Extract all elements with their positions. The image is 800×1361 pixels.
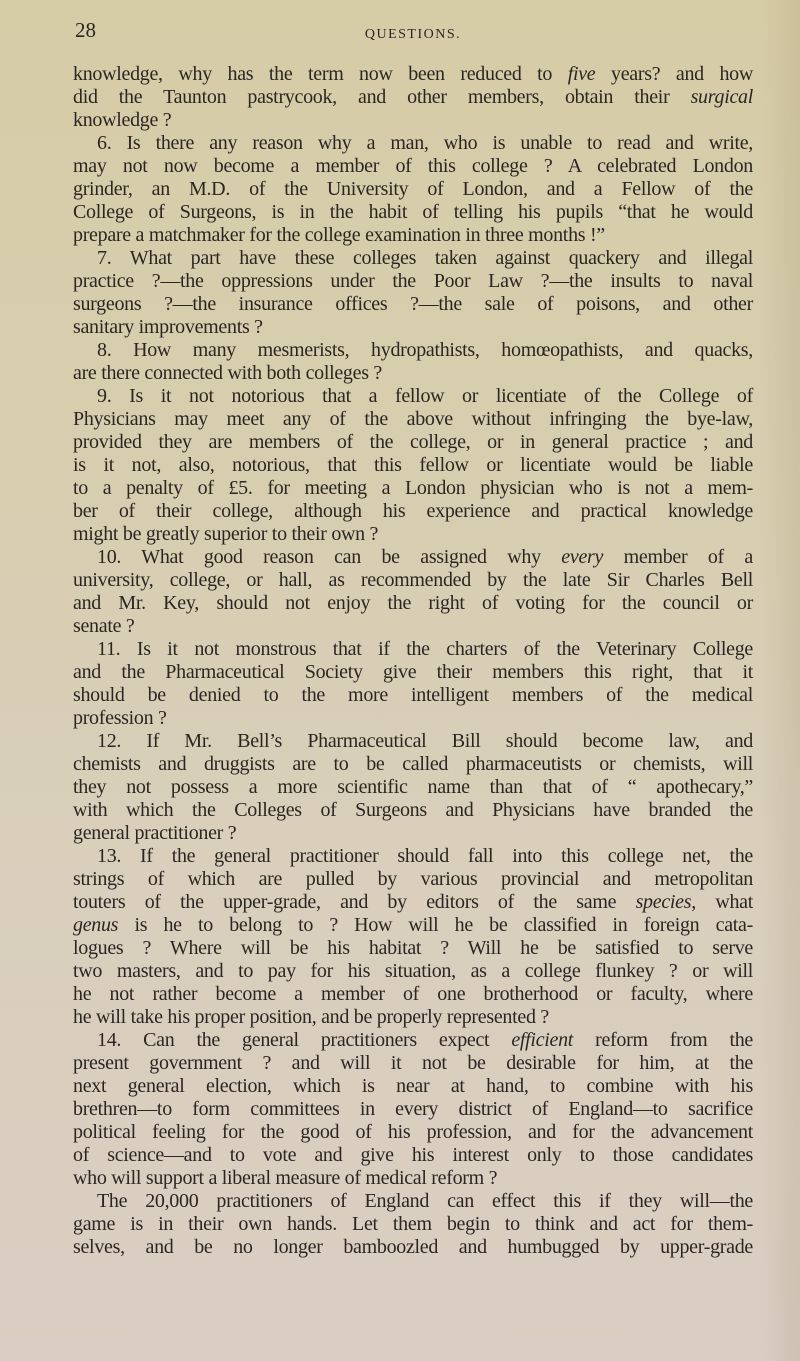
text-line: [73, 592, 753, 615]
text-span: chemists and druggists are to be called pharmaceutists or chemists, will: [73, 753, 753, 775]
text-span: Physicians may meet any of the above without infringing the bye-law,: [73, 408, 753, 430]
text-line: [73, 63, 753, 86]
text-line: [73, 339, 753, 362]
text-span: did the Taunton pastrycook, and other members, obtain their: [73, 86, 691, 108]
text-span: political feeling for the good of his profession, and for the advancement: [73, 1121, 753, 1143]
text-span: present government ? and will it not be desirable for him, at the: [73, 1052, 753, 1074]
text-line: [73, 155, 753, 178]
paragraph: [73, 385, 753, 546]
text-line: [73, 1006, 753, 1029]
text-line: [73, 178, 753, 201]
body-text: [73, 63, 753, 1259]
text-span: provided they are members of the college, or in general practice ; and: [73, 431, 753, 453]
text-span: grinder, an M.D. of the University of London, and a Fellow of the: [73, 178, 753, 200]
text-span: touters of the upper-grade, and by editors of the same: [73, 891, 636, 913]
text-line: [73, 224, 753, 247]
text-line: [73, 1098, 753, 1121]
page-edge-shadow: [760, 0, 800, 1361]
paragraph: [73, 339, 753, 385]
text-span: 7. What part have these colleges taken against quackery and illegal: [97, 247, 753, 269]
text-span: senate ?: [73, 615, 135, 637]
text-span: surgeons ?—the insurance offices ?—the sale of poisons, and other: [73, 293, 753, 315]
paragraph: [73, 730, 753, 845]
text-span: logues ? Where will be his habitat ? Will he be satisfied to serve: [73, 937, 753, 959]
paragraph: [73, 247, 753, 339]
text-line: [73, 1052, 753, 1075]
page-number: 28: [75, 18, 96, 42]
text-line: [73, 431, 753, 454]
text-span: and the Pharmaceutical Society give their members this right, that it: [73, 661, 753, 683]
text-line: [73, 730, 753, 753]
text-span: 10. What good reason can be assigned why: [97, 546, 562, 568]
paragraph: [73, 1190, 753, 1259]
text-line: [73, 362, 753, 385]
text-span: The 20,000 practitioners of England can effect this if they will—the: [97, 1190, 753, 1212]
paragraph: [73, 1029, 753, 1190]
text-line: [73, 914, 753, 937]
text-line: [73, 638, 753, 661]
text-line: [73, 1121, 753, 1144]
paragraph: [73, 638, 753, 730]
text-span: , what: [691, 891, 753, 913]
text-span: 11. Is it not monstrous that if the charters of the Veterinary College: [97, 638, 753, 660]
text-line: [73, 661, 753, 684]
text-line: [73, 1213, 753, 1236]
text-line: [73, 937, 753, 960]
text-line: [73, 1144, 753, 1167]
text-line: [73, 960, 753, 983]
text-span: 9. Is it not notorious that a fellow or licentiate of the College of: [97, 385, 753, 407]
running-head: QUESTIONS.: [364, 27, 462, 42]
text-line: [73, 293, 753, 316]
text-line: [73, 799, 753, 822]
text-span: he will take his proper position, and be properly represented ?: [73, 1006, 549, 1028]
text-span: 8. How many mesmerists, hydropathists, homœopathists, and quacks,: [97, 339, 753, 361]
italic-text: every: [561, 546, 604, 568]
text-span: 6. Is there any reason why a man, who is unable to read and write,: [97, 132, 753, 154]
text-line: [73, 270, 753, 293]
text-line: [73, 477, 753, 500]
text-span: general practitioner ?: [73, 822, 237, 844]
italic-text: species: [635, 891, 692, 913]
text-span: might be greatly superior to their own ?: [73, 523, 379, 545]
text-line: [73, 316, 753, 339]
text-line: [73, 983, 753, 1006]
paragraph: [73, 132, 753, 247]
text-line: [73, 891, 753, 914]
text-span: member of a: [603, 546, 753, 568]
text-line: [73, 385, 753, 408]
text-span: may not now become a member of this college ? A celebrated London: [73, 155, 753, 177]
text-span: years? and how: [595, 63, 753, 85]
text-line: [73, 1190, 753, 1213]
text-line: [73, 1167, 753, 1190]
text-span: game is in their own hands. Let them begin to think and act for them-: [73, 1213, 753, 1235]
text-span: knowledge ?: [73, 109, 172, 131]
paragraph: [73, 546, 753, 638]
text-line: [73, 569, 753, 592]
text-line: [73, 546, 753, 569]
text-span: should be denied to the more intelligent members of the medical: [73, 684, 753, 706]
text-span: two masters, and to pay for his situation, as a college flunkey ? or will: [73, 960, 753, 982]
text-span: and Mr. Key, should not enjoy the right of voting for the council or: [73, 592, 753, 614]
page-header: [73, 18, 753, 48]
text-line: [73, 523, 753, 546]
italic-text: genus: [73, 914, 119, 936]
text-span: ber of their college, although his experience and practical knowledge: [73, 500, 753, 522]
paragraph: [73, 63, 753, 132]
text-span: 14. Can the general practitioners expect: [97, 1029, 512, 1051]
text-span: profession ?: [73, 707, 167, 729]
text-line: [73, 845, 753, 868]
text-span: to a penalty of £5. for meeting a London physician who is not a mem-: [73, 477, 753, 499]
text-span: sanitary improvements ?: [73, 316, 263, 338]
text-line: [73, 707, 753, 730]
text-span: brethren—to form committees in every district of England—to sacrifice: [73, 1098, 753, 1120]
text-line: [73, 615, 753, 638]
text-span: prepare a matchmaker for the college examination in three months !”: [73, 224, 605, 246]
text-line: [73, 500, 753, 523]
text-span: of science—and to vote and give his interest only to those candidates: [73, 1144, 753, 1166]
text-span: next general election, which is near at hand, to combine with his: [73, 1075, 753, 1097]
text-line: [73, 132, 753, 155]
text-span: is it not, also, notorious, that this fellow or licentiate would be liable: [73, 454, 753, 476]
text-line: [73, 247, 753, 270]
text-span: 12. If Mr. Bell’s Pharmaceutical Bill should become law, and: [97, 730, 753, 752]
text-span: strings of which are pulled by various provincial and metropolitan: [73, 868, 753, 890]
text-span: university, college, or hall, as recommended by the late Sir Charles Bell: [73, 569, 753, 591]
text-span: selves, and be no longer bamboozled and humbugged by upper-grade: [73, 1236, 753, 1258]
text-span: who will support a liberal measure of medical reform ?: [73, 1167, 498, 1189]
text-span: knowledge, why has the term now been reduced to: [73, 63, 568, 85]
text-line: [73, 753, 753, 776]
text-span: reform from the: [573, 1029, 753, 1051]
text-line: [73, 1236, 753, 1259]
text-line: [73, 776, 753, 799]
text-line: [73, 454, 753, 477]
text-span: is he to belong to ? How will he be classified in foreign cata-: [118, 914, 753, 936]
text-line: [73, 1029, 753, 1052]
text-line: [73, 1075, 753, 1098]
paragraph: [73, 845, 753, 1029]
text-line: [73, 822, 753, 845]
text-span: with which the Colleges of Surgeons and Physicians have branded the: [73, 799, 753, 821]
text-span: College of Surgeons, is in the habit of telling his pupils “that he would: [73, 201, 753, 223]
text-line: [73, 109, 753, 132]
italic-text: efficient: [511, 1029, 574, 1051]
italic-text: surgical: [690, 86, 753, 108]
text-span: 13. If the general practitioner should fall into this college net, the: [97, 845, 753, 867]
text-line: [73, 86, 753, 109]
text-span: he not rather become a member of one brotherhood or faculty, where: [73, 983, 753, 1005]
text-line: [73, 201, 753, 224]
text-span: are there connected with both colleges ?: [73, 362, 382, 384]
italic-text: five: [567, 63, 596, 85]
text-line: [73, 868, 753, 891]
text-line: [73, 408, 753, 431]
text-line: [73, 684, 753, 707]
text-span: they not possess a more scientific name than that of “ apothecary,”: [73, 776, 753, 798]
text-span: practice ?—the oppressions under the Poor Law ?—the insults to naval: [73, 270, 753, 292]
